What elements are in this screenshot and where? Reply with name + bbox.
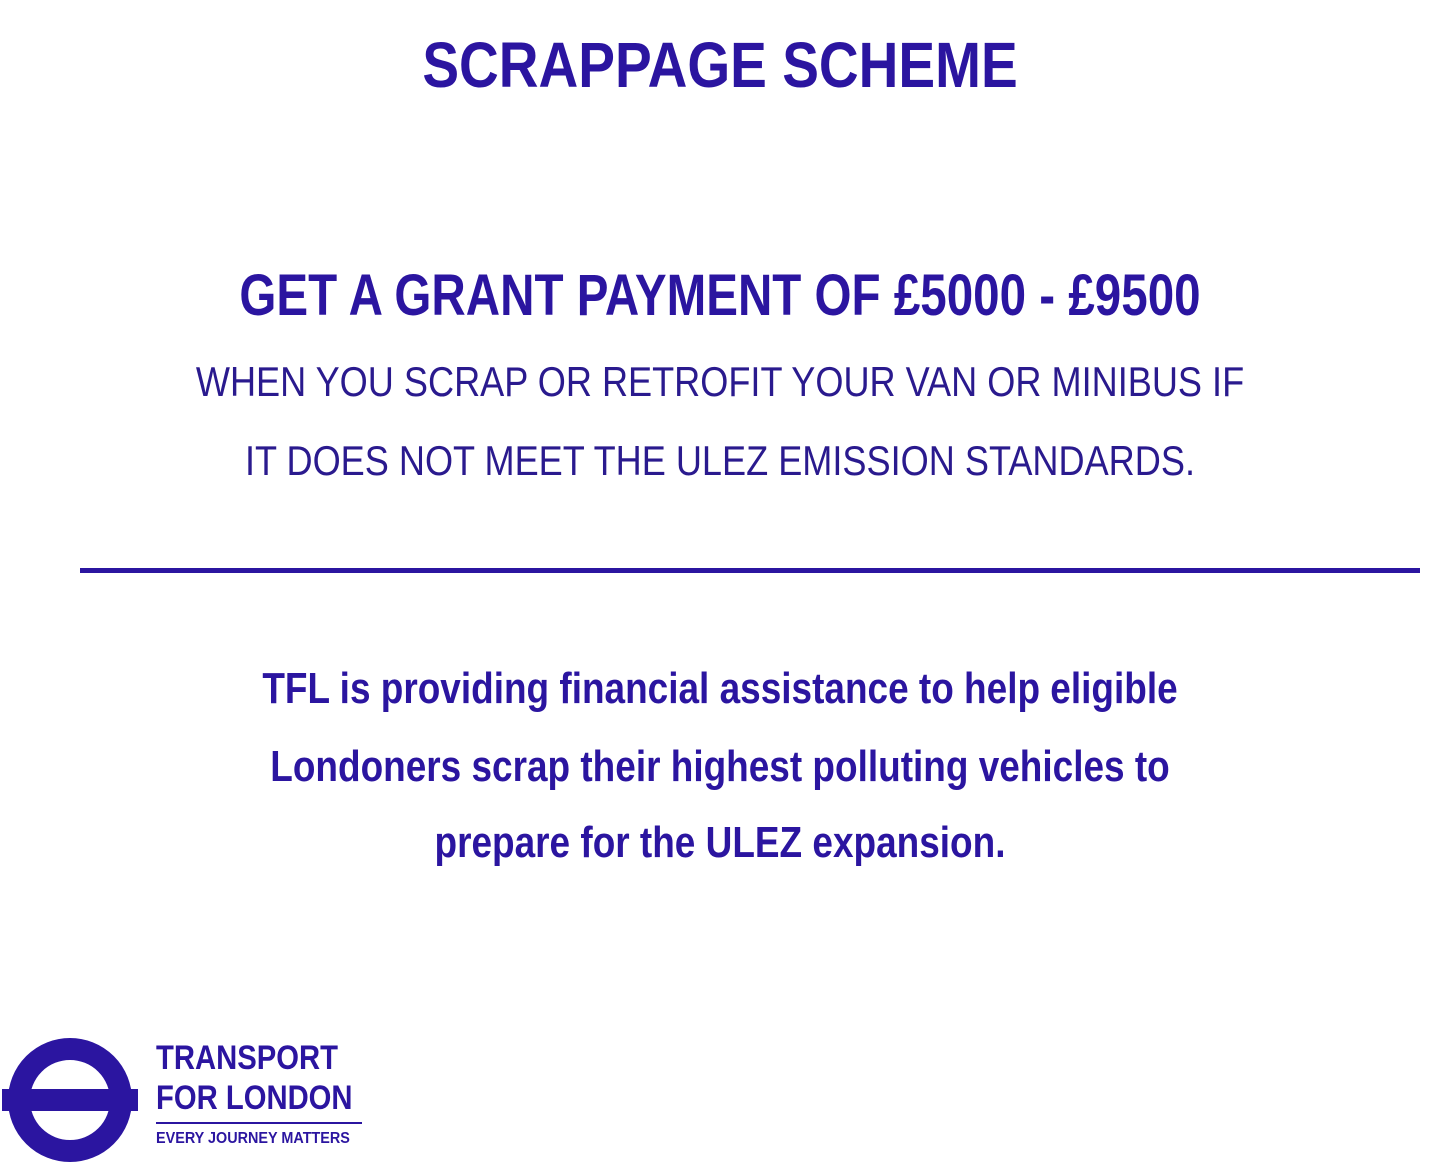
subtext-line-2: IT DOES NOT MEET THE ULEZ EMISSION STANDARDS. — [244, 437, 1195, 484]
section-divider — [80, 568, 1420, 573]
body-line-3: prepare for the ULEZ expansion. — [434, 818, 1006, 867]
subtext-line-1: WHEN YOU SCRAP OR RETROFIT YOUR VAN OR MINIBUS IF — [195, 358, 1245, 405]
logo-rule — [156, 1122, 362, 1124]
tfl-logo-wordmark — [156, 1038, 376, 1148]
body-line-2: Londoners scrap their highest polluting vehicles to — [270, 742, 1170, 791]
grant-headline: GET A GRANT PAYMENT OF £5000 - £9500 — [239, 263, 1201, 328]
logo-tagline: EVERY JOURNEY MATTERS — [156, 1130, 350, 1147]
logo-name-line-2: FOR LONDON — [156, 1079, 353, 1117]
body-line-1: TFL is providing financial assistance to help eligible — [262, 664, 1178, 713]
logo-name-line-1: TRANSPORT — [156, 1039, 338, 1077]
page-title: SCRAPPAGE SCHEME — [422, 29, 1018, 101]
tfl-roundel-icon — [2, 1032, 138, 1168]
